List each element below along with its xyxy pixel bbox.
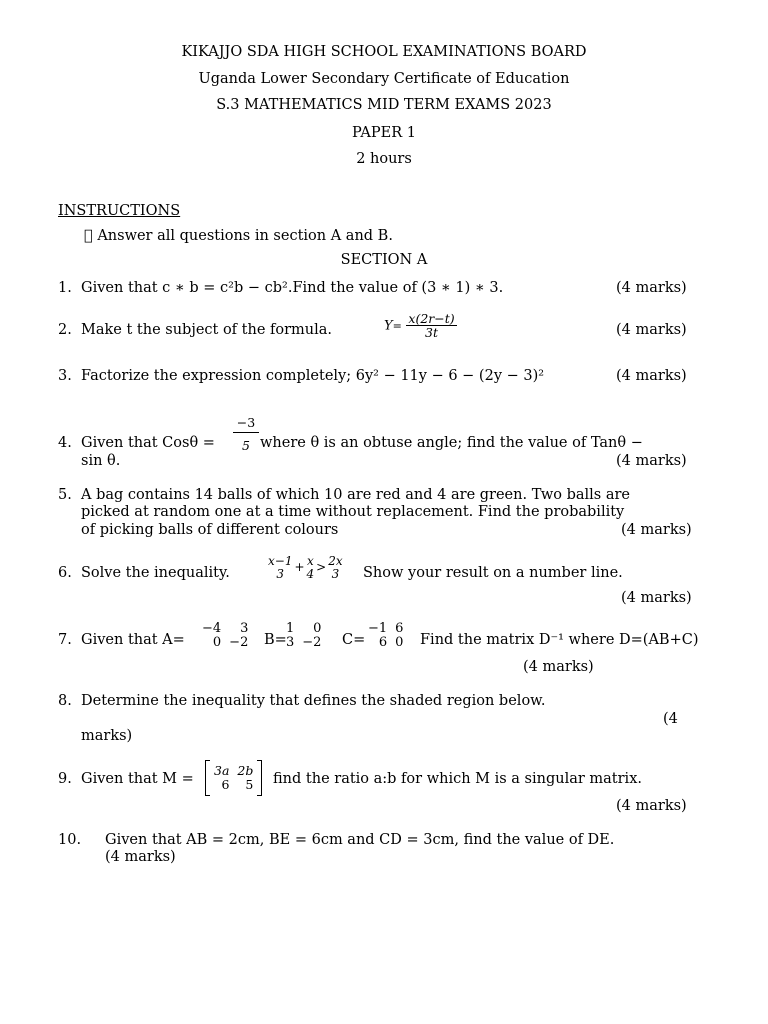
question-9-marks: (4 marks) xyxy=(616,798,687,814)
matrix-a: −4 3 0 −2 xyxy=(202,621,249,651)
question-4-marks: (4 marks) xyxy=(616,453,687,469)
matrix-c: −1 6 6 0 xyxy=(368,621,404,651)
question-number: 7. xyxy=(58,632,72,648)
question-6-marks: (4 marks) xyxy=(621,590,692,606)
question-1-marks: (4 marks) xyxy=(616,280,687,296)
question-10-text: Given that AB = 2cm, BE = 6cm and CD = 3cm, find the value of DE. xyxy=(105,832,615,848)
question-7-text-post: Find the matrix D⁻¹ where D=(AB+C) xyxy=(420,632,699,648)
question-number: 8. xyxy=(58,693,72,709)
matrix-b: 1 0 3 −2 xyxy=(286,621,322,651)
paper-title: PAPER 1 xyxy=(352,125,416,141)
matrix-c-label: C= xyxy=(342,632,366,648)
matrix-b-label: B= xyxy=(264,632,287,648)
formula-fraction: $\frac{x(2r-t)}{3t}$ xyxy=(408,311,455,341)
question-2-text: Make t the subject of the formula. xyxy=(81,322,333,338)
instruction-text: Answer all questions in section A and B. xyxy=(84,228,380,244)
question-number: 4. xyxy=(58,435,72,451)
question-number: 2. xyxy=(58,322,72,338)
question-8-marks-b: marks) xyxy=(81,728,133,744)
question-5-marks: (4 marks) xyxy=(621,522,692,538)
question-4-text-post: where θ is an obtuse angle; find the value of Tanθ − xyxy=(260,435,643,451)
question-7-text-pre: Given that A= xyxy=(81,632,185,648)
question-number: 10. xyxy=(58,832,82,848)
question-number: 9. xyxy=(58,771,72,787)
question-10-marks: (4 marks) xyxy=(105,849,176,865)
question-4-text-line2: sin θ. xyxy=(81,453,121,469)
duration: 2 hours xyxy=(356,151,412,167)
question-2-marks: (4 marks) xyxy=(616,322,687,338)
question-3-marks: (4 marks) xyxy=(616,368,687,384)
inequality-expression: x−1 3 + x 4 > 2x 3 xyxy=(268,554,343,581)
school-title: KIKAJJO SDA HIGH SCHOOL EXAMINATIONS BOARD xyxy=(181,44,587,60)
question-9-text-pre: Given that M = xyxy=(81,771,194,787)
instructions-heading: INSTRUCTIONS xyxy=(58,203,181,219)
exam-title: S.3 MATHEMATICS MID TERM EXAMS 2023 xyxy=(216,97,552,113)
instruction-item xyxy=(84,228,393,244)
section-heading: SECTION A xyxy=(340,252,428,268)
question-4-text-pre: Given that Cosθ = xyxy=(81,435,215,451)
question-6-text-pre: Solve the inequality. xyxy=(81,565,230,581)
question-3-text: Factorize the expression completely; 6y² − 11y − 6 − (2y − 3)² xyxy=(81,368,545,384)
question-8-text: Determine the inequality that defines the shaded region below. xyxy=(81,693,546,709)
question-5-line3: of picking balls of different colours xyxy=(81,522,339,538)
certificate-title: Uganda Lower Secondary Certificate of Education xyxy=(198,71,570,87)
question-8-marks-a: (4 xyxy=(663,711,678,727)
bullet-icon xyxy=(84,228,93,244)
question-number: 6. xyxy=(58,565,72,581)
fraction-2: x 4 xyxy=(306,554,315,581)
question-9-text-post: find the ratio a:b for which M is a singular matrix. xyxy=(273,771,642,787)
fraction-3: 2x 3 xyxy=(328,554,343,581)
question-1-text: Given that c ∗ b = c²b − cb².Find the value of (3 ∗ 1) ∗ 3. xyxy=(81,280,504,296)
question-5-line1: A bag contains 14 balls of which 10 are red and 4 are green. Two balls are xyxy=(81,487,631,503)
question-number: 5. xyxy=(58,487,72,503)
question-number: 1. xyxy=(58,280,72,296)
question-number: 3. xyxy=(58,368,72,384)
matrix-m: 3a 2b 6 5 xyxy=(205,760,262,796)
question-5-line2: picked at random one at a time without replacement. Find the probability xyxy=(81,504,625,520)
question-2-formula: Y= $\frac{x(2r-t)}{3t}$ xyxy=(384,311,455,341)
question-7-marks: (4 marks) xyxy=(523,659,594,675)
fraction-1: x−1 3 xyxy=(268,554,293,581)
cos-fraction: −3 5 xyxy=(233,415,259,445)
question-6-text-post: Show your result on a number line. xyxy=(363,565,623,581)
